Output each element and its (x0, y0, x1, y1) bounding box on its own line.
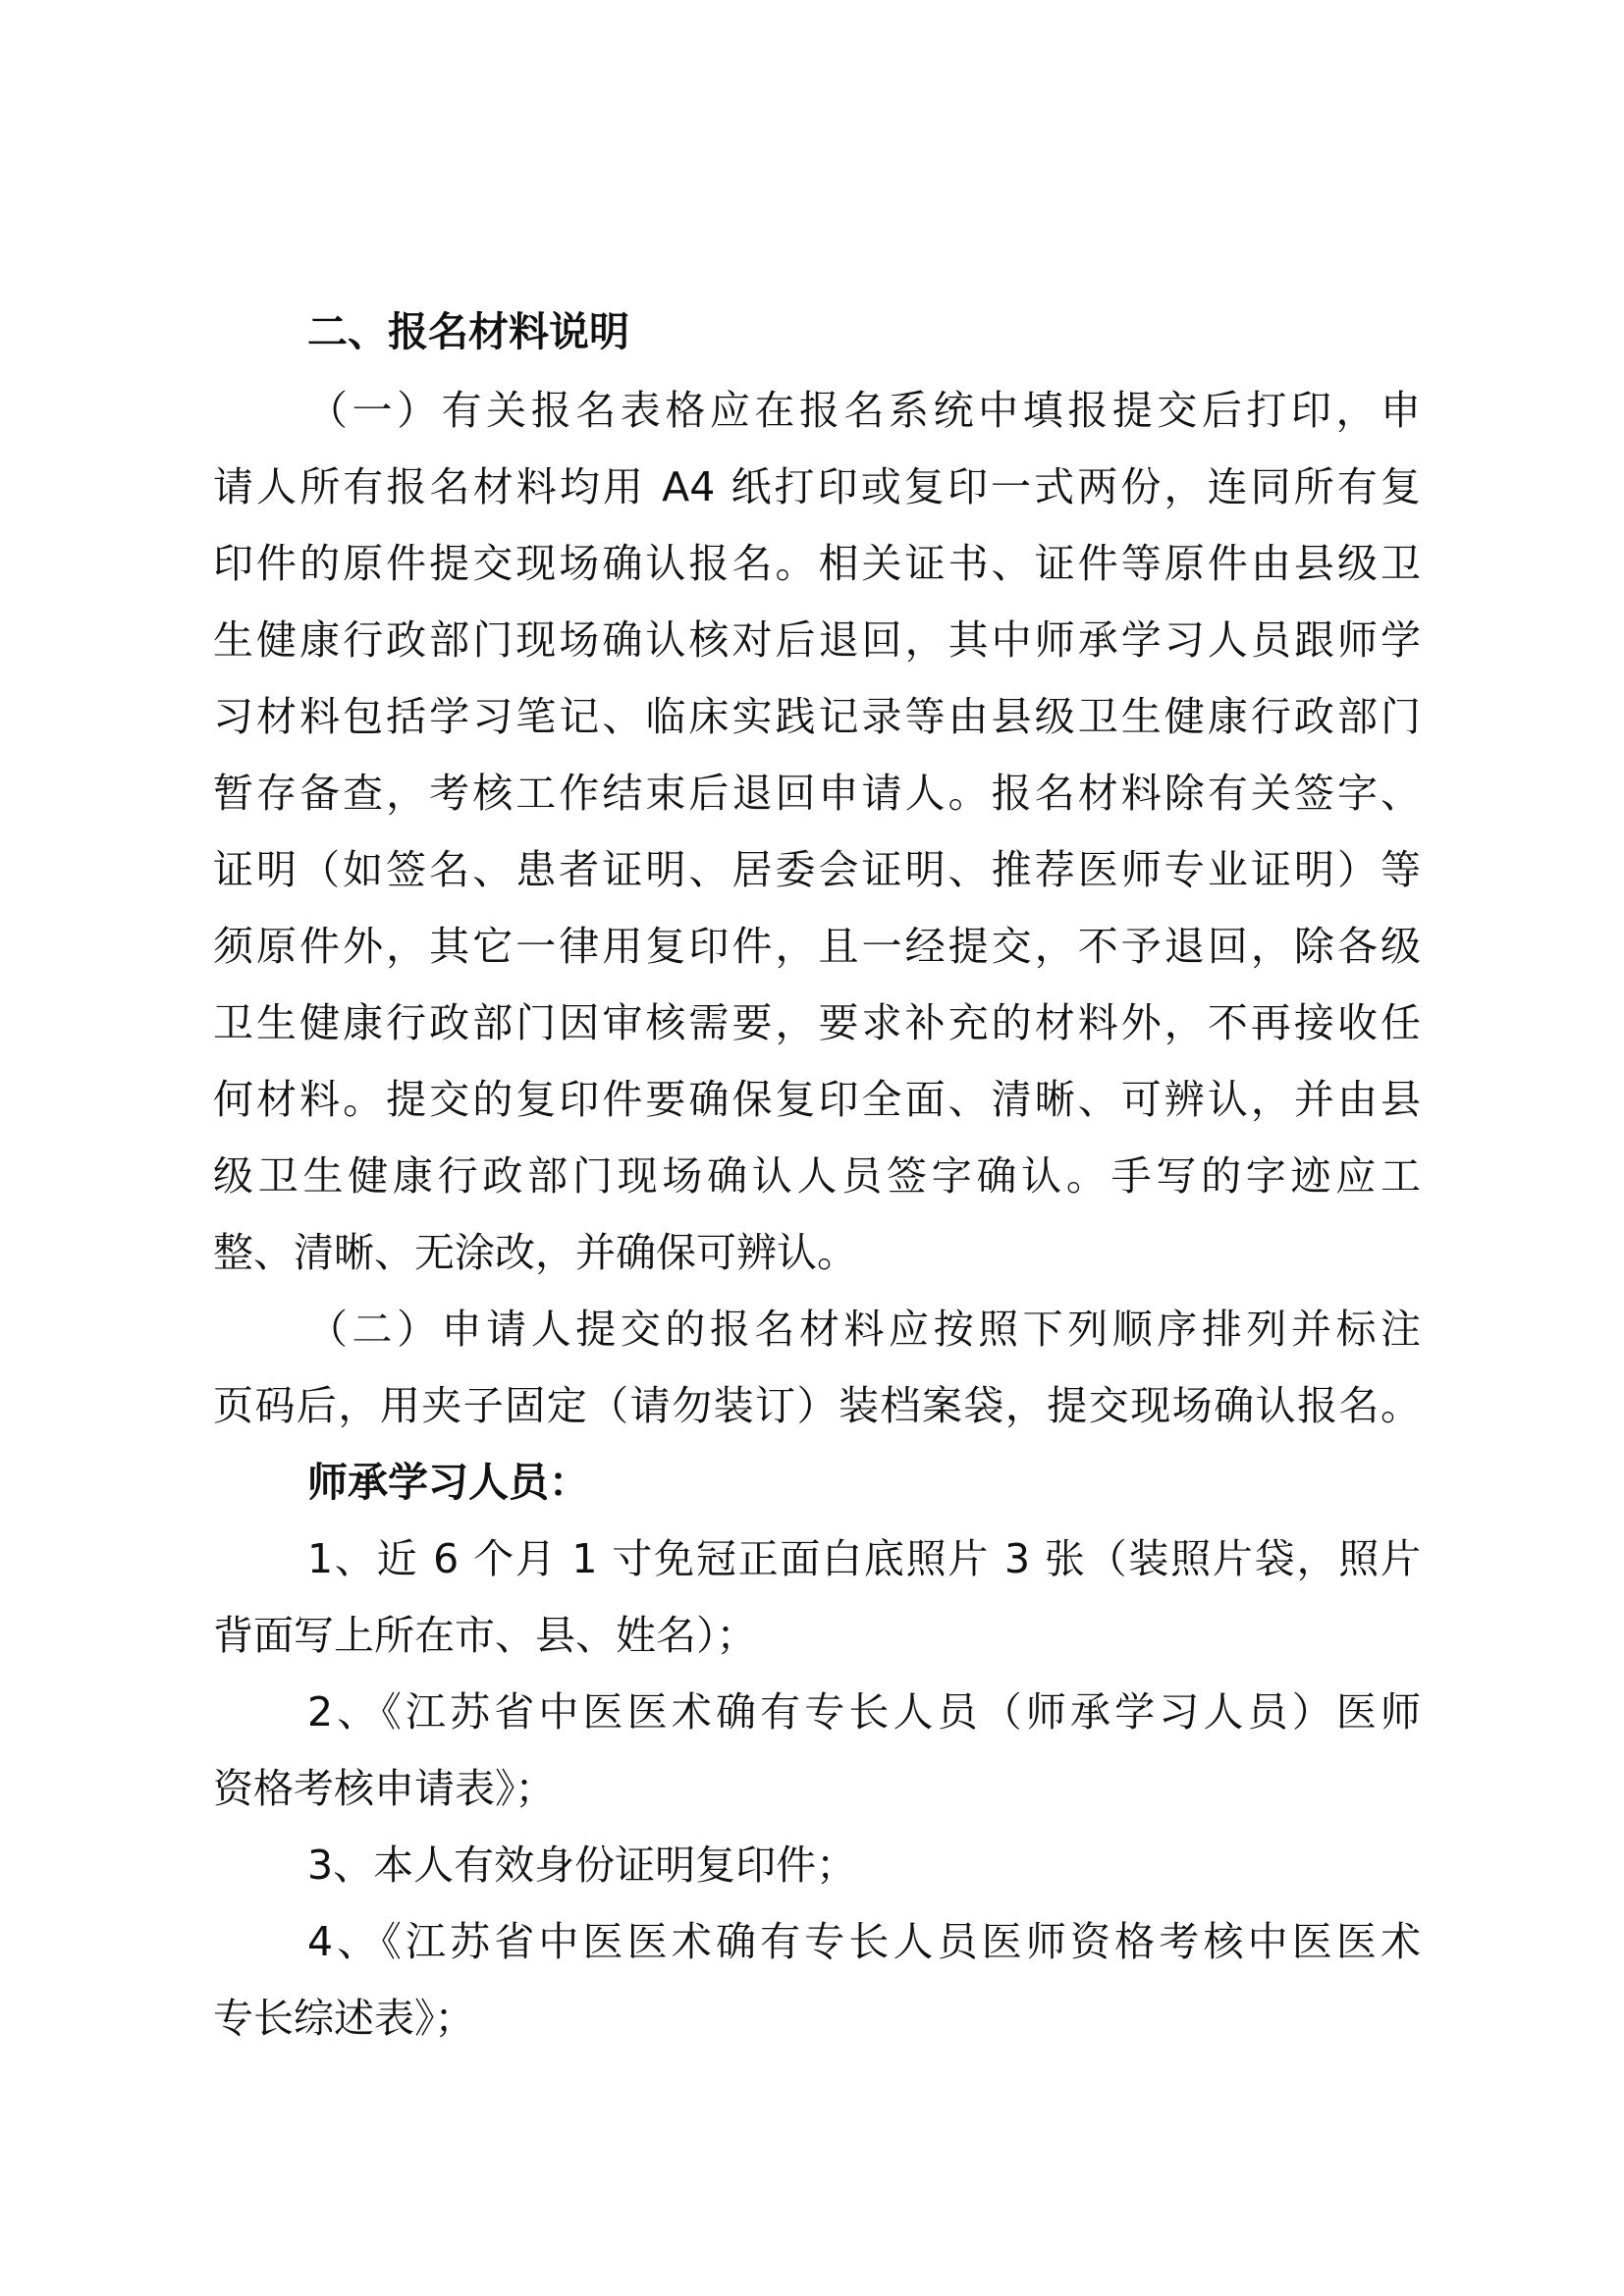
list-item-line: 专长综述表》； (213, 1995, 475, 2042)
list-item-line: 背面写上所在市、县、姓名）； (213, 1612, 757, 1659)
list-item-line: 3、本人有效身份证明复印件； (307, 1842, 857, 1889)
paragraph-line: 级卫生健康行政部门现场确认人员签字确认。手写的字迹应工 (213, 1152, 1421, 1200)
paragraph-line: 须原件外，其它一律用复印件，且一经提交，不予退回，除各级 (213, 923, 1421, 970)
paragraph-line: 卫生健康行政部门因审核需要，要求补充的材料外，不再接收任 (213, 999, 1421, 1046)
paragraph-line: 何材料。提交的复印件要确保复印全面、清晰、可辨认，并由县 (213, 1076, 1421, 1123)
paragraph-line: 页码后，用夹子固定（请勿装订）装档案袋，提交现场确认报名。 (213, 1382, 1421, 1429)
list-item-line: 资格考核申请表》； (213, 1765, 556, 1812)
paragraph-line: 习材料包括学习笔记、临床实践记录等由县级卫生健康行政部门 (213, 693, 1421, 740)
paragraph-line: 请人所有报名材料均用 A4 纸打印或复印一式两份，连同所有复 (213, 463, 1421, 510)
paragraph-line: 整、清晰、无涂改，并确保可辨认。 (213, 1229, 857, 1276)
section-heading: 二、报名材料说明 (307, 308, 629, 355)
paragraph-line: （二）申请人提交的报名材料应按照下列顺序排列并标注 (307, 1306, 1421, 1353)
subheading-apprentice-learners: 师承学习人员： (307, 1459, 589, 1506)
list-item-line: 4、《江苏省中医医术确有专长人员医师资格考核中医医术 (307, 1918, 1421, 1965)
paragraph-line: 证明（如签名、患者证明、居委会证明、推荐医师专业证明）等 (213, 846, 1421, 893)
paragraph-line: 印件的原件提交现场确认报名。相关证书、证件等原件由县级卫 (213, 540, 1421, 587)
paragraph-line: （一）有关报名表格应在报名系统中填报提交后打印，申 (307, 387, 1421, 434)
list-item-line: 1、近 6 个月 1 寸免冠正面白底照片 3 张（装照片袋，照片 (307, 1535, 1421, 1582)
paragraph-line: 暂存备查，考核工作结束后退回申请人。报名材料除有关签字、 (213, 770, 1421, 817)
paragraph-line: 生健康行政部门现场确认核对后退回，其中师承学习人员跟师学 (213, 616, 1421, 664)
list-item-line: 2、《江苏省中医医术确有专长人员（师承学习人员）医师 (307, 1688, 1421, 1735)
